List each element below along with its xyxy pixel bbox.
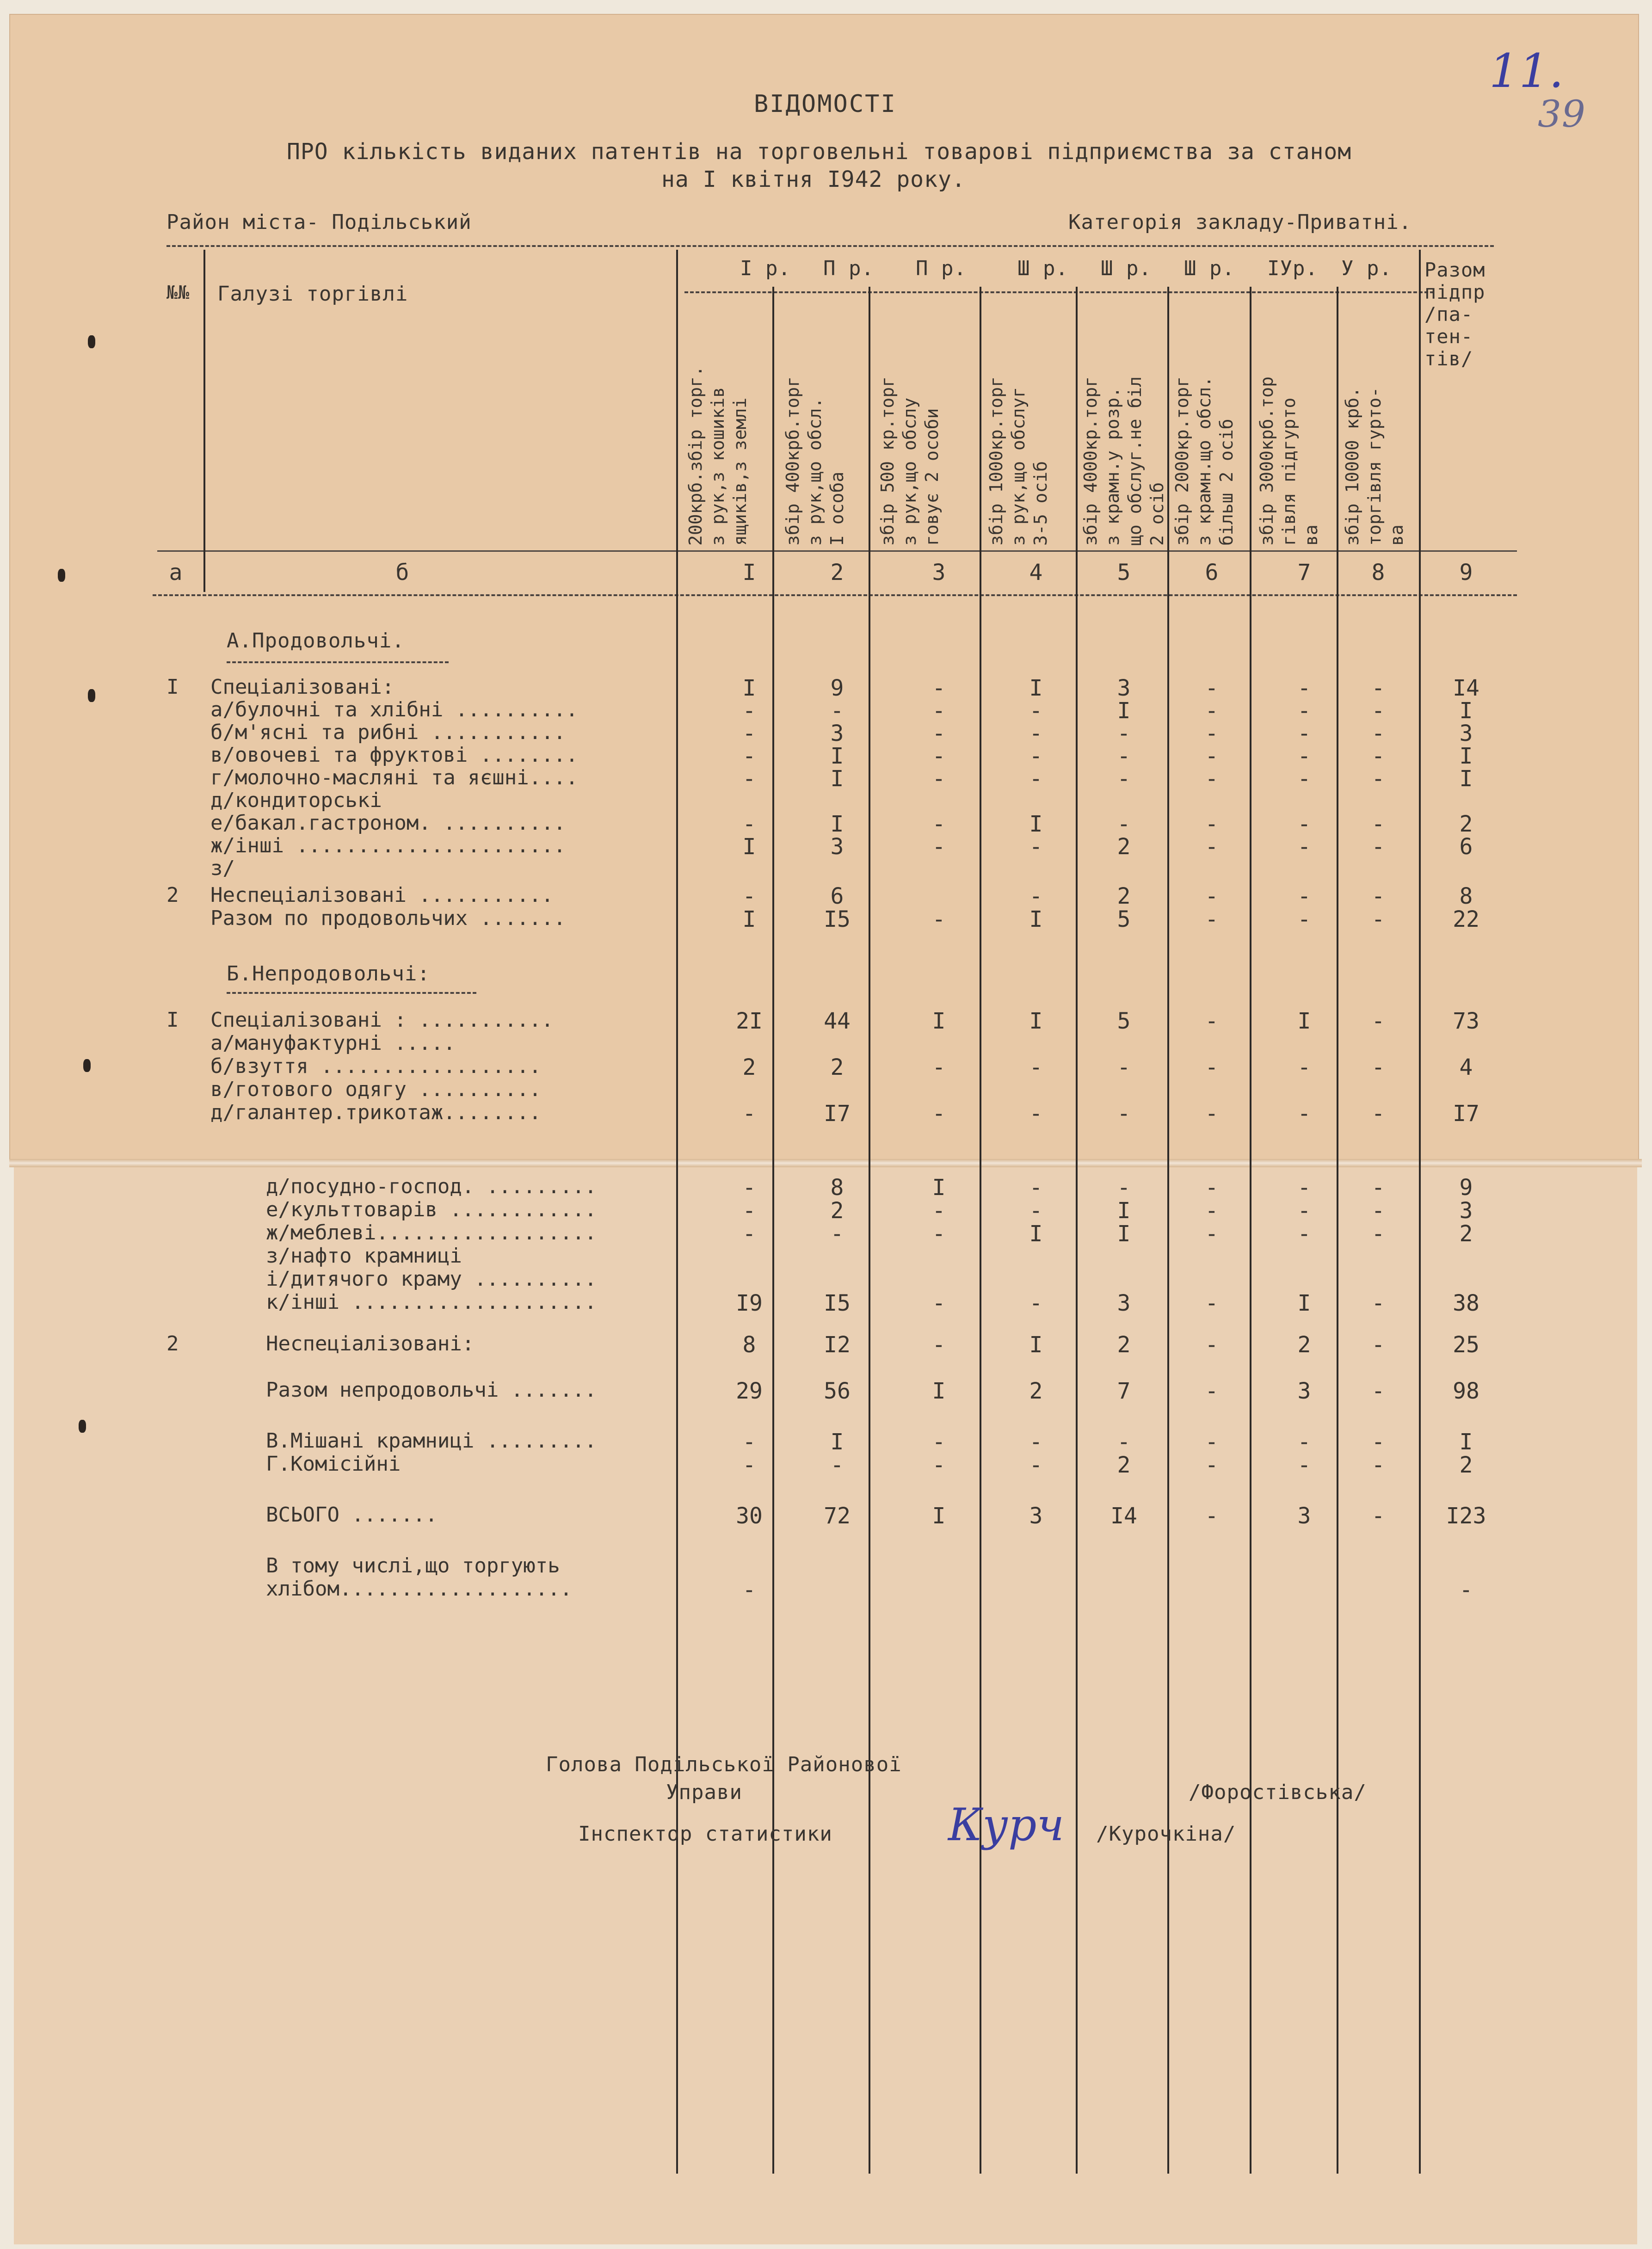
table-cell: 98 — [1453, 1378, 1479, 1404]
table-cell: - — [1371, 1290, 1385, 1316]
table-cell: - — [1297, 743, 1311, 769]
table-cell: - — [830, 698, 844, 724]
section-underline — [227, 992, 476, 994]
letter-a: а — [169, 560, 183, 585]
paper-fold — [9, 1159, 1642, 1167]
row-label: в/овочеві та фруктові ........ — [210, 743, 578, 767]
inspector-signature: Курч — [948, 1799, 1065, 1851]
head-title-2: Управи — [666, 1781, 742, 1804]
table-cell: - — [1117, 1429, 1131, 1455]
rank-2: П р. — [823, 257, 874, 280]
punch-hole — [88, 335, 95, 348]
table-cell: - — [742, 766, 756, 792]
table-cell: I — [1297, 1290, 1311, 1316]
table-cell: - — [932, 834, 946, 860]
table-cell: 2 — [1117, 1332, 1131, 1358]
row-label: б/м'ясні та рибні ........... — [210, 721, 566, 744]
table-cell: I — [1029, 675, 1043, 701]
rank-4: Ш р. — [1017, 257, 1068, 280]
table-cell: - — [1371, 766, 1385, 792]
col-line — [1076, 287, 1078, 2174]
table-cell: - — [1205, 834, 1219, 860]
table-cell: - — [1205, 1054, 1219, 1080]
table-cell: I — [830, 811, 844, 837]
row-label: г/молочно-масляні та яєшні.... — [210, 766, 578, 789]
section-underline — [227, 661, 449, 663]
inspector-title: Інспектор статистики — [578, 1822, 832, 1846]
table-cell: - — [742, 811, 756, 837]
table-cell: - — [1459, 1577, 1473, 1603]
table-cell: - — [742, 883, 756, 909]
table-cell: 3 — [1297, 1503, 1311, 1529]
punch-hole — [88, 689, 95, 702]
col-desc-6: збір 2000кр.торг з крамн.що обсл. більш 2 осіб — [1172, 376, 1237, 546]
col-desc-2: збір 400крб.торг з рук,що обсл. I особа — [783, 376, 847, 546]
row-label: Спеціалізовані : ........... — [210, 1008, 554, 1032]
table-cell: I9 — [736, 1290, 763, 1316]
letter-b: б — [395, 560, 409, 585]
divider-header — [157, 550, 1517, 552]
row-label: Разом по продовольчих ....... — [210, 906, 566, 930]
row-label: ВСЬОГО ....... — [266, 1503, 438, 1527]
table-cell: - — [1205, 1452, 1219, 1478]
table-cell: 6 — [830, 883, 844, 909]
table-cell: - — [1371, 675, 1385, 701]
table-cell: - — [1205, 743, 1219, 769]
row-label: В тому числі,що торгують — [266, 1554, 560, 1577]
row-label: В.Мішані крамниці ......... — [266, 1429, 597, 1453]
col-num-7: 7 — [1297, 560, 1311, 585]
rank-7: IУр. — [1267, 257, 1318, 280]
table-cell: - — [1029, 1054, 1043, 1080]
table-cell: - — [1117, 766, 1131, 792]
table-cell: - — [1029, 1290, 1043, 1316]
table-cell: - — [1205, 721, 1219, 746]
table-cell: - — [1371, 698, 1385, 724]
punch-hole — [79, 1420, 86, 1433]
table-cell: - — [1205, 675, 1219, 701]
col-num-1: I — [742, 560, 756, 585]
table-cell: I — [932, 1008, 946, 1034]
table-cell: 3 — [1117, 675, 1131, 701]
table-cell: - — [932, 1452, 946, 1478]
table-cell: - — [932, 906, 946, 932]
punch-hole — [83, 1059, 91, 1072]
col-desc-7: збір 3000крб.тор гівля підгурто ва — [1257, 376, 1321, 546]
table-cell: - — [1029, 743, 1043, 769]
row-number: 2 — [166, 1332, 179, 1356]
table-cell: - — [1029, 1175, 1043, 1201]
table-cell: - — [742, 1221, 756, 1247]
row-number: I — [166, 675, 179, 699]
table-cell: - — [742, 743, 756, 769]
table-cell: I — [742, 906, 756, 932]
table-cell: - — [932, 1221, 946, 1247]
table-cell: - — [1205, 1429, 1219, 1455]
col-desc-4: збір 1000кр.торг з рук,що обслуг 3-5 осіб — [986, 376, 1051, 546]
table-cell: - — [1117, 811, 1131, 837]
inspector-signer-name: /Курочкіна/ — [1096, 1822, 1236, 1846]
table-cell: - — [932, 721, 946, 746]
col-line — [676, 250, 678, 2174]
row-label: Неспеціалізовані ........... — [210, 883, 554, 907]
row-label: в/готового одягу .......... — [210, 1078, 542, 1101]
table-cell: - — [932, 1290, 946, 1316]
table-cell: I — [830, 766, 844, 792]
table-cell: 3 — [1029, 1503, 1043, 1529]
table-cell: - — [1297, 811, 1311, 837]
table-cell: 8 — [830, 1175, 844, 1201]
row-label: Г.Комісійні — [266, 1452, 401, 1476]
table-cell: 3 — [830, 834, 844, 860]
row-label: Неспеціалізовані: — [266, 1332, 475, 1356]
table-cell: - — [1205, 1332, 1219, 1358]
row-label: хлібом................... — [266, 1577, 573, 1601]
table-cell: I — [1117, 1221, 1131, 1247]
table-cell: - — [1205, 811, 1219, 837]
table-cell: 3 — [1117, 1290, 1131, 1316]
table-cell: - — [932, 1101, 946, 1127]
table-cell: I4 — [1110, 1503, 1137, 1529]
col-num-6: 6 — [1205, 560, 1219, 585]
col-line — [203, 250, 205, 592]
divider-letters — [153, 594, 1517, 596]
rank-6: Ш р. — [1184, 257, 1235, 280]
table-cell: - — [932, 811, 946, 837]
table-cell: I5 — [824, 906, 851, 932]
table-cell: - — [1029, 1452, 1043, 1478]
col-num-4: 4 — [1029, 560, 1043, 585]
page-number-ink: 11. — [1489, 44, 1565, 98]
table-cell: I — [1029, 906, 1043, 932]
row-label: д/галантер.трикотаж........ — [210, 1101, 542, 1124]
table-cell: I — [1029, 1221, 1043, 1247]
table-cell: - — [742, 1429, 756, 1455]
table-cell: - — [1205, 698, 1219, 724]
table-cell: I — [830, 743, 844, 769]
table-cell: - — [1371, 1503, 1385, 1529]
table-cell: - — [932, 743, 946, 769]
table-cell: - — [1205, 883, 1219, 909]
table-cell: - — [932, 766, 946, 792]
table-cell: 2 — [1459, 1452, 1473, 1478]
table-cell: - — [1029, 834, 1043, 860]
row-label: б/взуття .................. — [210, 1054, 542, 1078]
table-cell: - — [742, 1452, 756, 1478]
table-cell: I — [742, 675, 756, 701]
table-cell: 73 — [1453, 1008, 1479, 1034]
table-cell: 2 — [1117, 1452, 1131, 1478]
table-cell: 25 — [1453, 1332, 1479, 1358]
rank-8: У р. — [1341, 257, 1392, 280]
table-cell: I — [1297, 1008, 1311, 1034]
table-cell: 2 — [742, 1054, 756, 1080]
table-cell: - — [742, 1101, 756, 1127]
table-cell: - — [1205, 1290, 1219, 1316]
row-label: з/нафто крамниці — [266, 1244, 462, 1268]
table-cell: - — [1371, 1332, 1385, 1358]
table-cell: - — [1029, 1198, 1043, 1224]
table-cell: - — [1371, 834, 1385, 860]
col-desc-5: збір 4000кр.торг з крамн.у розр. що обслуг.не біл 2 осіб — [1080, 376, 1167, 546]
table-cell: - — [742, 1198, 756, 1224]
table-cell: - — [1371, 1175, 1385, 1201]
table-cell: - — [1029, 883, 1043, 909]
table-cell: I — [742, 834, 756, 860]
table-cell: - — [1371, 906, 1385, 932]
row-label: з/ — [210, 856, 235, 880]
head-signer-name: /Форостівська/ — [1189, 1781, 1367, 1804]
col-line — [1419, 250, 1421, 2174]
row-label: ж/меблеві.................. — [266, 1221, 597, 1245]
col-num-2: 2 — [830, 560, 844, 585]
table-cell: - — [1029, 1101, 1043, 1127]
table-cell: 9 — [830, 675, 844, 701]
row-label: к/інші .................... — [266, 1290, 597, 1314]
category-label: Категорія закладу-Приватні. — [1068, 210, 1412, 234]
table-cell: 44 — [824, 1008, 851, 1034]
table-cell: I2 — [824, 1332, 851, 1358]
row-label: ж/інші ...................... — [210, 834, 566, 857]
doc-subtitle-1: ПРО кількість виданих патентів на торговельні товарові підприємства за станом — [287, 139, 1352, 165]
col-desc-8: збір 10000 крб. торгівля гурто- ва — [1342, 387, 1407, 546]
table-cell: - — [1371, 1221, 1385, 1247]
table-cell: I — [932, 1378, 946, 1404]
row-label: д/посудно-господ. ......... — [266, 1175, 597, 1198]
table-cell: 5 — [1117, 906, 1131, 932]
table-cell: 5 — [1117, 1008, 1131, 1034]
table-cell: - — [1297, 1452, 1311, 1478]
table-cell: I — [830, 1429, 844, 1455]
table-cell: - — [932, 1198, 946, 1224]
table-cell: 2 — [1459, 811, 1473, 837]
table-cell: 8 — [742, 1332, 756, 1358]
table-cell: 2 — [1117, 883, 1131, 909]
row-number: 2 — [166, 883, 179, 907]
table-cell: - — [1205, 906, 1219, 932]
table-cell: - — [742, 1577, 756, 1603]
rank-3: П р. — [916, 257, 967, 280]
col-num-8: 8 — [1371, 560, 1385, 585]
table-cell: - — [1117, 1175, 1131, 1201]
table-cell: - — [1297, 721, 1311, 746]
rank-5: Ш р. — [1101, 257, 1152, 280]
table-cell: - — [742, 721, 756, 746]
table-cell: - — [932, 1429, 946, 1455]
doc-title: ВІДОМОСТІ — [754, 90, 897, 118]
table-cell: 9 — [1459, 1175, 1473, 1201]
row-label: Разом непродовольчі ....... — [266, 1378, 597, 1402]
table-cell: I — [1117, 698, 1131, 724]
table-cell: - — [1371, 811, 1385, 837]
table-cell: - — [1297, 1198, 1311, 1224]
table-cell: - — [932, 1054, 946, 1080]
table-cell: I — [1029, 1008, 1043, 1034]
col-line — [980, 287, 981, 2174]
table-cell: - — [1029, 766, 1043, 792]
col-num-9: 9 — [1459, 560, 1473, 585]
table-cell: - — [1117, 1054, 1131, 1080]
row-label: е/культтоварів ............ — [266, 1198, 597, 1221]
table-cell: I4 — [1453, 675, 1479, 701]
header-branch: Галузі торгівлі — [217, 282, 408, 306]
col-desc-1: 200крб.збір торг. з рук,з кошиків ящиків,з землі — [685, 366, 750, 546]
sheet-lower — [14, 1165, 1637, 2244]
row-number: I — [166, 1008, 179, 1032]
doc-subtitle-2: на I квітня I942 року. — [661, 166, 966, 192]
page-number-pencil: 39 — [1538, 92, 1586, 136]
table-cell: - — [1205, 1221, 1219, 1247]
table-cell: - — [1205, 1101, 1219, 1127]
table-cell: - — [1117, 721, 1131, 746]
punch-hole — [58, 569, 65, 582]
row-label: е/бакал.гастроном. .......... — [210, 811, 566, 835]
divider-top — [166, 245, 1494, 247]
row-label: Спеціалізовані: — [210, 675, 395, 699]
table-cell: - — [1205, 1175, 1219, 1201]
table-cell: 38 — [1453, 1290, 1479, 1316]
table-cell: - — [1029, 721, 1043, 746]
table-cell: - — [1297, 906, 1311, 932]
table-cell: 22 — [1453, 906, 1479, 932]
table-cell: I5 — [824, 1290, 851, 1316]
table-cell: 3 — [1297, 1378, 1311, 1404]
table-cell: 2 — [1029, 1378, 1043, 1404]
table-cell: I — [1459, 743, 1473, 769]
table-cell: 3 — [1459, 721, 1473, 746]
table-cell: 72 — [824, 1503, 851, 1529]
table-cell: I7 — [824, 1101, 851, 1127]
table-cell: - — [932, 1332, 946, 1358]
table-cell: 2 — [1117, 834, 1131, 860]
table-cell: 56 — [824, 1378, 851, 1404]
header-total: Разом підпр /па- тен- тів/ — [1424, 259, 1486, 370]
rank-1: I р. — [740, 257, 791, 280]
table-cell: I — [1029, 811, 1043, 837]
table-cell: - — [932, 675, 946, 701]
section-nonfood-title: Б.Непродовольчі: — [227, 962, 430, 986]
table-cell: - — [1205, 1198, 1219, 1224]
table-cell: - — [1297, 675, 1311, 701]
table-cell: - — [1371, 883, 1385, 909]
table-cell: - — [1371, 1054, 1385, 1080]
table-cell: - — [1297, 834, 1311, 860]
district-label: Район міста- Подільський — [166, 210, 472, 234]
table-cell: - — [1371, 1452, 1385, 1478]
table-cell: - — [1371, 1008, 1385, 1034]
table-cell: I — [1459, 698, 1473, 724]
head-title-1: Голова Подільської Районової — [546, 1753, 902, 1776]
table-cell: 3 — [830, 721, 844, 746]
table-cell: I — [1117, 1198, 1131, 1224]
section-food-title: А.Продовольчі. — [227, 629, 405, 653]
table-cell: - — [1297, 1175, 1311, 1201]
table-cell: 8 — [1459, 883, 1473, 909]
table-cell: I — [932, 1175, 946, 1201]
table-cell: 30 — [736, 1503, 763, 1529]
table-cell: I — [1029, 1332, 1043, 1358]
table-cell: - — [1371, 743, 1385, 769]
table-cell: - — [742, 698, 756, 724]
table-cell: 2 — [830, 1054, 844, 1080]
table-cell: I — [1459, 1429, 1473, 1455]
table-cell: - — [1205, 1008, 1219, 1034]
table-cell: - — [1029, 698, 1043, 724]
row-label: а/мануфактурні ..... — [210, 1031, 456, 1055]
row-label: і/дитячого краму .......... — [266, 1267, 597, 1291]
col-line — [1167, 287, 1169, 2174]
table-cell: - — [1205, 1503, 1219, 1529]
table-cell: - — [1029, 1429, 1043, 1455]
table-cell: - — [1117, 743, 1131, 769]
table-cell: - — [1117, 1101, 1131, 1127]
row-label: а/булочні та хлібні .......... — [210, 698, 578, 721]
table-cell: - — [1297, 883, 1311, 909]
table-cell: 4 — [1459, 1054, 1473, 1080]
table-cell: - — [1371, 1198, 1385, 1224]
table-cell: 3 — [1459, 1198, 1473, 1224]
table-cell: 6 — [1459, 834, 1473, 860]
table-cell: 2 — [1459, 1221, 1473, 1247]
row-label: д/кондиторські — [210, 789, 382, 812]
table-cell: - — [830, 1221, 844, 1247]
table-cell: 2 — [830, 1198, 844, 1224]
table-cell: - — [1371, 1378, 1385, 1404]
table-cell: - — [1297, 766, 1311, 792]
table-cell: - — [1205, 1378, 1219, 1404]
col-num-5: 5 — [1117, 560, 1131, 585]
table-cell: - — [1297, 1221, 1311, 1247]
table-cell: 29 — [736, 1378, 763, 1404]
col-desc-3: збір 500 кр.торг з рук,що обслу говує 2 особи — [877, 376, 942, 546]
divider-ranks — [684, 291, 1434, 293]
table-cell: I23 — [1446, 1503, 1486, 1529]
table-cell: - — [1205, 766, 1219, 792]
table-cell: - — [1297, 698, 1311, 724]
table-cell: I7 — [1453, 1101, 1479, 1127]
table-cell: - — [932, 698, 946, 724]
table-cell: - — [742, 1175, 756, 1201]
table-cell: - — [1371, 1429, 1385, 1455]
table-cell: - — [1297, 1054, 1311, 1080]
header-num: №№ — [166, 282, 190, 303]
table-cell: - — [1297, 1101, 1311, 1127]
table-cell: I — [932, 1503, 946, 1529]
table-cell: - — [1371, 721, 1385, 746]
table-cell: I — [1459, 766, 1473, 792]
table-cell: - — [1371, 1101, 1385, 1127]
table-cell: 2 — [1297, 1332, 1311, 1358]
table-cell: - — [1297, 1429, 1311, 1455]
table-cell: 7 — [1117, 1378, 1131, 1404]
table-cell: - — [830, 1452, 844, 1478]
col-num-3: 3 — [932, 560, 946, 585]
col-line — [1250, 287, 1251, 2174]
table-cell: 2I — [736, 1008, 763, 1034]
